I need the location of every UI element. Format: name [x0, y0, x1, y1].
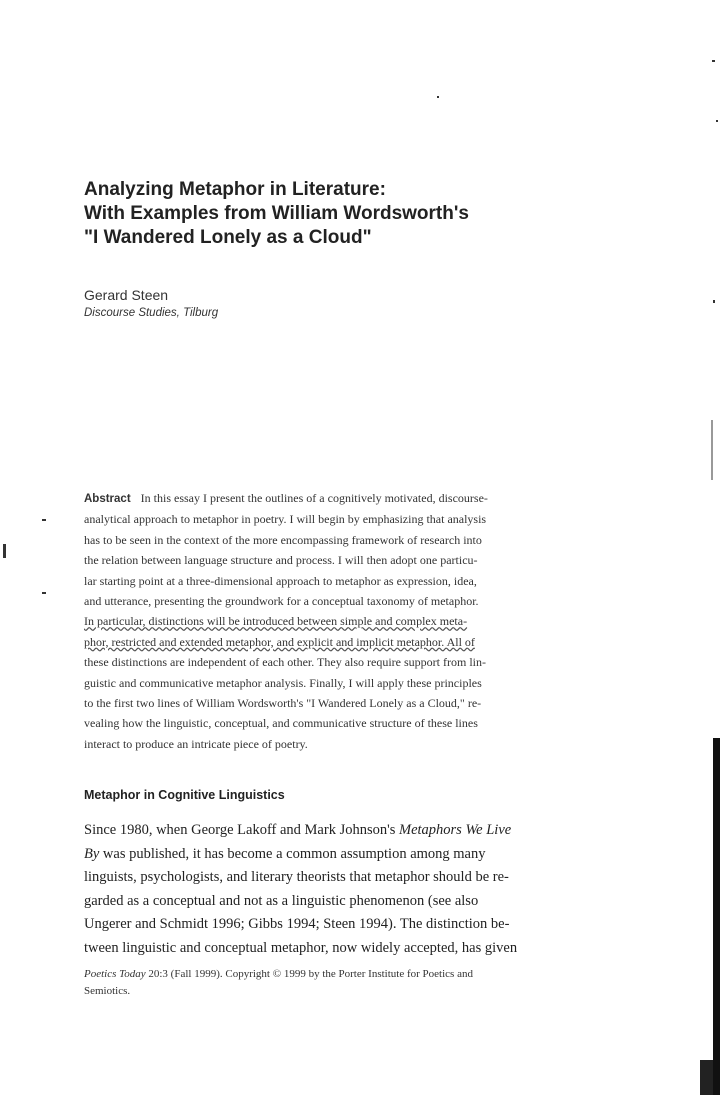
body-line: Since 1980, when George Lakoff and Mark Johnson's Metaphors We Live: [84, 822, 512, 838]
abstract: [84, 488, 629, 754]
abstract-line: guistic and communicative metaphor analysis. Finally, I will apply these principles: [84, 675, 482, 690]
abstract-line: the relation between language structure and process. I will then adopt one particu-: [84, 553, 478, 568]
book-title: Metaphors We Live: [398, 822, 512, 838]
journal-name: Poetics Today: [84, 968, 146, 980]
scan-speck: [437, 96, 439, 98]
copyright-footer: [84, 966, 629, 1000]
scan-speck: [711, 420, 713, 480]
scan-edge-shadow: [700, 1060, 713, 1095]
author-name: Gerard Steen: [84, 287, 169, 303]
abstract-line-annotated: phor, restricted and extended metaphor, and explicit and implicit metaphor. All of: [84, 634, 475, 649]
abstract-line-annotated: In particular, distinctions will be introduced between simple and complex meta-: [84, 614, 468, 629]
abstract-label: Abstract: [84, 493, 131, 505]
abstract-line: lar starting point at a three-dimensional approach to metaphor as expression, idea,: [84, 573, 477, 588]
article-title: [84, 178, 644, 250]
abstract-line: vealing how the linguistic, conceptual, and communicative structure of these lines: [84, 716, 478, 731]
title-line: With Examples from William Wordsworth's: [84, 203, 469, 224]
body-line: linguists, psychologists, and literary theorists that metaphor should be re-: [84, 869, 509, 885]
abstract-line: Abstract In this essay I present the outlines of a cognitively motivated, discourse-: [84, 491, 488, 505]
scan-edge-shadow: [713, 738, 720, 1095]
book-title: By: [84, 845, 100, 862]
body-line: tween linguistic and conceptual metaphor, now widely accepted, has given: [84, 939, 518, 956]
abstract-line: interact to produce an intricate piece of poetry.: [84, 736, 308, 751]
abstract-line: analytical approach to metaphor in poetry. I will begin by emphasizing that analysis: [84, 512, 487, 527]
scan-speck: [42, 592, 46, 594]
body-line: garded as a conceptual and not as a linguistic phenomenon (see also: [84, 892, 479, 909]
scan-speck: [716, 120, 718, 122]
abstract-line: and utterance, presenting the groundwork for a conceptual taxonomy of metaphor.: [84, 594, 479, 609]
section-heading: Metaphor in Cognitive Linguistics: [84, 788, 285, 802]
scan-speck: [712, 60, 715, 62]
scan-speck: [713, 300, 715, 303]
title-line: "I Wandered Lonely as a Cloud": [84, 227, 372, 248]
title-line: Analyzing Metaphor in Literature:: [84, 179, 386, 200]
author-affiliation: Discourse Studies, Tilburg: [84, 307, 219, 319]
scan-speck: [3, 544, 6, 558]
abstract-line: has to be seen in the context of the more encompassing framework of research into: [84, 532, 482, 547]
footer-line: Semiotics.: [84, 985, 131, 997]
body-line: Ungerer and Schmidt 1996; Gibbs 1994; Steen 1994). The distinction be-: [84, 916, 510, 932]
body-paragraph: [84, 819, 629, 960]
abstract-line: to the first two lines of William Wordsworth's "I Wandered Lonely as a Cloud," re-: [84, 696, 482, 711]
scan-speck: [42, 519, 46, 521]
footer-line: Poetics Today 20:3 (Fall 1999). Copyright © 1999 by the Porter Institute for Poetics and: [84, 968, 473, 980]
abstract-line: these distinctions are independent of each other. They also require support from lin-: [84, 655, 486, 670]
body-line: By was published, it has become a common assumption among many: [84, 845, 486, 862]
